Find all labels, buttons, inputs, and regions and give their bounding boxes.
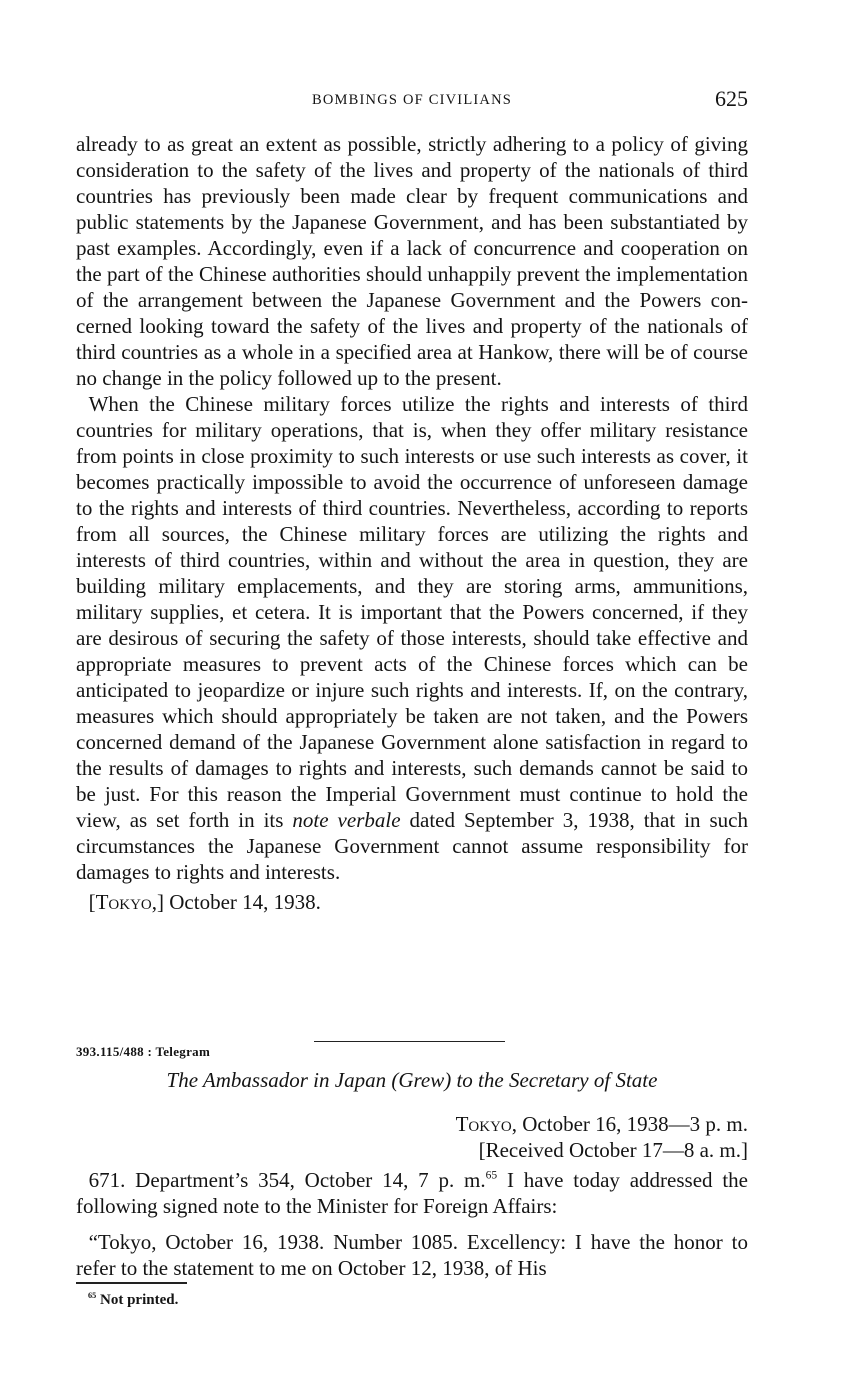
document-title: The Ambassador in Japan (Grew) to the Secretary of State	[166, 1068, 658, 1092]
quoted-note: “Tokyo, October 16, 1938. Number 1085. Excellency: I have the honor to refer to the statement to me on October 12, 1938, of His	[76, 1230, 748, 1280]
paragraph-policy: already to as great an extent as possible, strictly adhering to a policy of giving consideration to the safety of the lives and property of the nationals of third countries has previously been made clear by frequent communications and public statements by the Japanese Government, and has been substantiated by past examples. Accordingly, even if a lack of concurrence and cooperation on the part of the Chinese authorities should unhappily prevent the implementation of the arrangement between the Japanese Government and the Powers concerned looking toward the safety of the lives and property of the nationals of third countries as a whole in a specified area at Hankow, there will be of course no change in the policy followed up to the present.	[76, 132, 748, 390]
footnote-reference: 65	[485, 1169, 498, 1182]
page-header	[76, 86, 748, 116]
bracket-close: ]	[157, 890, 165, 914]
paragraph-military-forces	[76, 391, 748, 885]
paragraph-text-start: When the Chinese military forces utilize the rights and interests of third countries for military operations, that is, when they offer military resistance from points in close proximity to such interests or use such interests as cover, it becomes practically impossible to avoid the occurrence of unforeseen damage to the rights and interests of third countries. Nevertheless, according to reports from all sources, the Chinese military forces are utilizing the rights and interests of third countries, within and without the area in question, they are building military emplacements, and they are storing arms, ammunitions, military supplies, et cetera. It is important that the Powers concerned, if they are desirous of securing the safety of those interests, should take effective and appropriate measures to prevent acts of the Chinese forces which can be anticipated to jeopardize or injure such rights and interests. If, on the contrary, measures which should appropriately be taken are not taken, and the Powers concerned demand of the Japanese Government alone satisfaction in regard to the results of damages to rights and interests, such demands cannot be said to be just. For this reason the Imperial Government must continue to hold the view, as set forth in its	[76, 392, 748, 832]
dateline-place: Tokyo,	[95, 890, 158, 914]
telegram-text-end: I have today addressed the following signed note to the Minister for Foreign Affairs:	[76, 1168, 748, 1218]
paragraph-text-end: dated September 3, 1938, that in such circumstances the Japanese Government cannot assume responsibility for damages to rights and interests.	[76, 808, 748, 884]
sent-line	[456, 1111, 748, 1137]
running-head: BOMBINGS OF CIVILIANS	[311, 92, 513, 108]
telegram-text-start: 671. Department’s 354, October 14, 7 p. m.	[88, 1168, 486, 1192]
file-reference: 393.115/488 : Telegram	[76, 1044, 211, 1059]
footnote	[88, 1292, 178, 1309]
footnote-marker: 65	[88, 1290, 97, 1300]
page-number: 625	[715, 86, 748, 111]
dateline-date: October 14, 1938.	[169, 890, 321, 914]
footnote-divider	[76, 1282, 187, 1284]
telegram-paragraph	[76, 1167, 748, 1219]
sent-time: October 16, 1938—3 p. m.	[522, 1112, 748, 1136]
section-divider	[314, 1041, 505, 1042]
note-verbale-term: note verbale	[292, 808, 401, 832]
bracket-open: [	[88, 890, 96, 914]
telegram-body	[76, 1167, 748, 1281]
dateline	[76, 889, 748, 915]
telegram-dateline	[456, 1111, 748, 1163]
received-line: [Received October 17—8 a. m.]	[478, 1138, 748, 1162]
body-text	[76, 131, 748, 915]
footnote-text: Not printed.	[100, 1292, 179, 1308]
sent-place: Tokyo,	[455, 1112, 518, 1136]
